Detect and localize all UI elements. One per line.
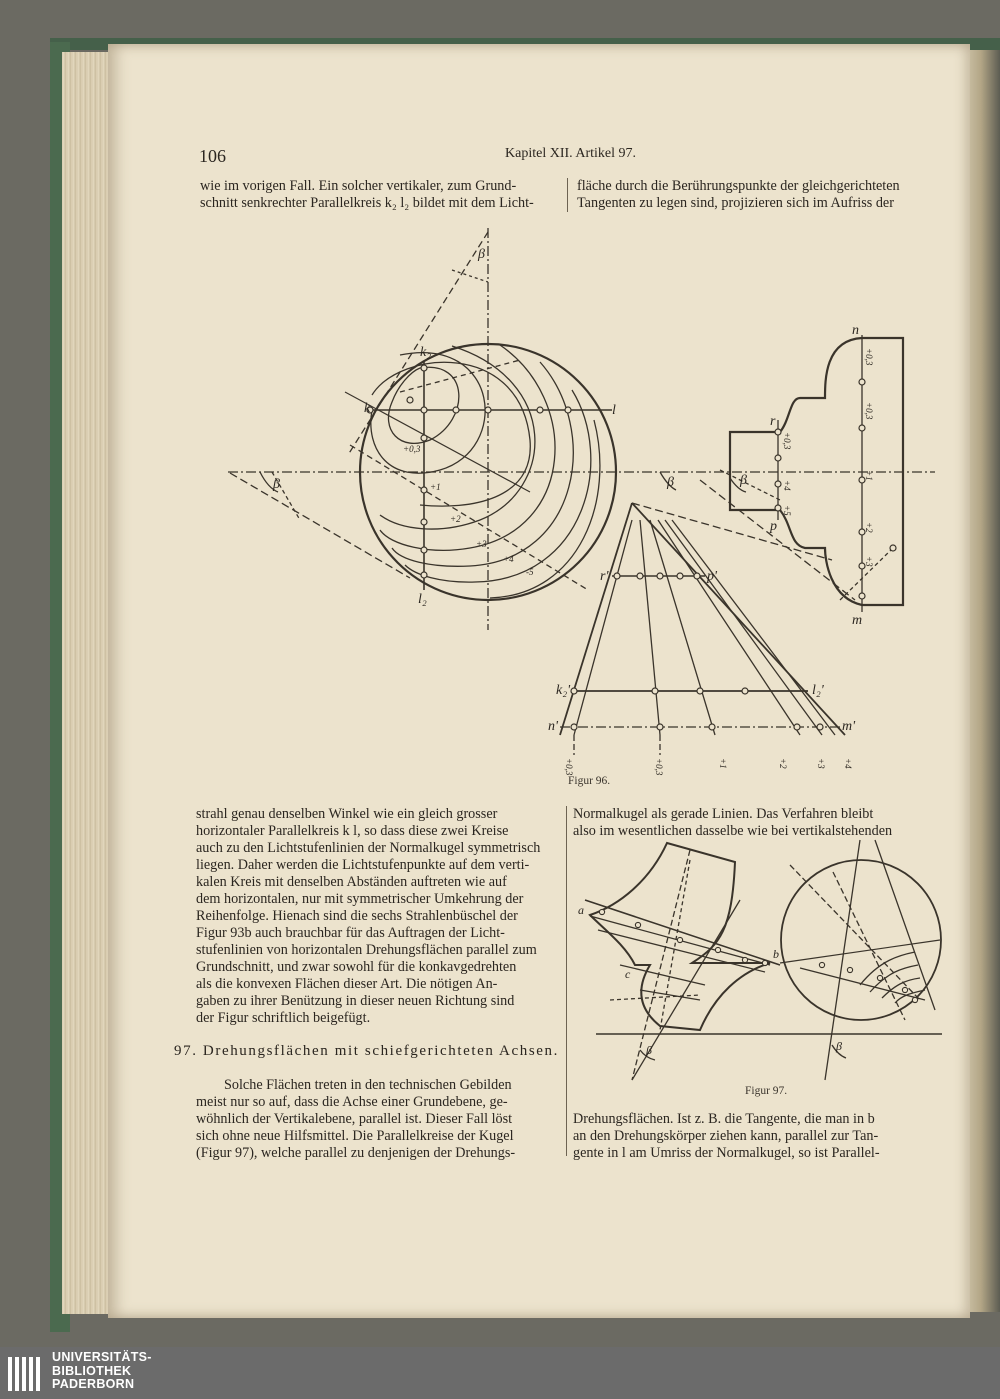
- logo-line: BIBLIOTHEK: [52, 1363, 132, 1378]
- figure-96-caption: Figur 96.: [568, 775, 611, 787]
- section-heading: [174, 1043, 559, 1060]
- label-value: +2: [450, 514, 461, 524]
- label-k2: k₂: [420, 345, 432, 360]
- library-logo-icon: [8, 1355, 44, 1393]
- text-line: auch zu den Lichtstufenlinien der Normalkugel symmetrisch: [196, 840, 541, 856]
- running-title: Kapitel XII. Artikel 97.: [505, 146, 637, 161]
- label-r: r: [770, 414, 776, 429]
- text-line: (Figur 97), welche parallel zu denjenigen der Drehungs-: [196, 1145, 516, 1161]
- text-line: gente in l am Umriss der Normalkugel, so ist Parallel-: [573, 1145, 880, 1161]
- figure-97-caption: Figur 97.: [745, 1085, 788, 1097]
- text-line: Drehungsflächen. Ist z. B. die Tangente, die man in b: [573, 1111, 875, 1127]
- text-line: gaben zu ihrer Benützung in dieser neuen Richtung sind: [196, 993, 515, 1009]
- label-beta: β: [273, 477, 280, 492]
- label-k2-prime: k₂': [556, 683, 571, 698]
- column-rule: [566, 806, 567, 1156]
- text-line: also im wesentlichen dasselbe wie bei vertikalstehenden: [573, 823, 893, 839]
- label-tick: +4: [843, 758, 853, 769]
- label-l2-prime: l₂': [812, 683, 824, 698]
- label-m: m: [852, 613, 863, 628]
- label-tick: +0,3: [864, 402, 874, 420]
- text-line: sich ohne neue Hilfsmittel. Die Parallelkreise der Kugel: [196, 1128, 514, 1144]
- label-tick: +2: [778, 758, 788, 769]
- label-tick: +0,3: [564, 758, 574, 776]
- label-n-prime: n': [548, 719, 558, 734]
- text-line: strahl genau denselben Winkel wie ein gleich grosser: [196, 806, 498, 822]
- label-beta: β: [478, 247, 485, 262]
- label-value: +1: [430, 482, 441, 492]
- label-beta: β: [836, 1039, 842, 1053]
- text-line: stufenlinien von horizontalen Drehungsflächen parallel zum: [196, 942, 537, 958]
- library-logo-text: [52, 1351, 152, 1392]
- label-value: +3: [476, 539, 487, 549]
- label-k: k: [364, 401, 371, 416]
- label-c: c: [625, 967, 631, 981]
- text-line: der Figur schriftlich beigefügt.: [196, 1010, 371, 1026]
- text-line: dem horizontalen, nur mit symmetrischer Umkehrung der: [196, 891, 524, 907]
- text-line: liegen. Daher werden die Lichtstufenpunkte auf dem verti-: [196, 857, 530, 873]
- label-l2: l₂: [418, 592, 427, 607]
- label-l: l: [612, 403, 616, 418]
- text-line: kalen Kreis mit denselben Abständen auftreten wie auf: [196, 874, 507, 890]
- text-line: Normalkugel als gerade Linien. Das Verfahren bleibt: [573, 806, 874, 822]
- page-number: 106: [199, 146, 226, 166]
- section-number: 97.: [174, 1043, 198, 1059]
- label-beta: β: [740, 473, 747, 488]
- label-tick: +0,3: [782, 432, 792, 450]
- label-value: +4: [503, 554, 514, 564]
- label-tick: +1: [864, 470, 874, 481]
- label-tick: +1: [718, 758, 728, 769]
- label-p: p: [770, 519, 777, 534]
- label-tick: +5: [782, 505, 792, 516]
- text-line: fläche durch die Berührungspunkte der gleichgerichteten: [577, 178, 900, 194]
- label-n: n: [852, 323, 859, 338]
- text-line: Reihenfolge. Hienach sind die sechs Strahlenbüschel der: [196, 908, 518, 924]
- label-tick: +4: [782, 480, 792, 491]
- label-m-prime: m': [842, 719, 856, 734]
- label-value: -5: [526, 567, 534, 577]
- text-line: Figur 93b auch brauchbar für das Auftragen der Licht-: [196, 925, 505, 941]
- text-line: an den Drehungskörper ziehen kann, parallel zur Tan-: [573, 1128, 879, 1144]
- text-line: meist nur so auf, dass die Achse einer Grundebene, ge-: [196, 1094, 508, 1110]
- text-line: wie im vorigen Fall. Ein solcher vertikaler, zum Grund-: [200, 178, 517, 194]
- text-line: schnitt senkrechter Parallelkreis k₂ l₂ bildet mit dem Licht-: [200, 195, 534, 211]
- text-line: Tangenten zu legen sind, projizieren sich im Aufriss der: [577, 195, 894, 211]
- footer-bar: [0, 1347, 1000, 1399]
- label-tick: +3: [864, 556, 874, 567]
- label-tick: +0,3: [864, 348, 874, 366]
- label-p-prime: p': [707, 569, 717, 584]
- text-line: Grundschnitt, und zwar sowohl für die konkavgedrehten: [196, 959, 517, 975]
- logo-line: PADERBORN: [52, 1377, 135, 1391]
- section-title: Drehungsflächen mit schiefgerichteten Achsen.: [202, 1043, 559, 1059]
- text-line: Solche Flächen treten in den technischen Gebilden: [224, 1077, 512, 1093]
- label-tick: +3: [816, 758, 826, 769]
- label-b: b: [773, 947, 779, 961]
- label-beta: β: [646, 1043, 652, 1057]
- label-a: a: [578, 903, 584, 917]
- text-line: wöhnlich der Vertikalebene, parallel ist. Dieser Fall löst: [196, 1111, 513, 1127]
- label-r-prime: r': [600, 569, 609, 584]
- label-beta: β: [667, 475, 674, 490]
- label-tick: +0,3: [654, 758, 664, 776]
- text-line: als die konvexen Flächen dieser Art. Die nötigen An-: [196, 976, 498, 992]
- logo-line: UNIVERSITÄTS-: [52, 1350, 152, 1364]
- label-value: +0,3: [403, 444, 421, 454]
- label-tick: +2: [864, 522, 874, 533]
- text-line: horizontaler Parallelkreis k l, so dass diese zwei Kreise: [196, 823, 509, 839]
